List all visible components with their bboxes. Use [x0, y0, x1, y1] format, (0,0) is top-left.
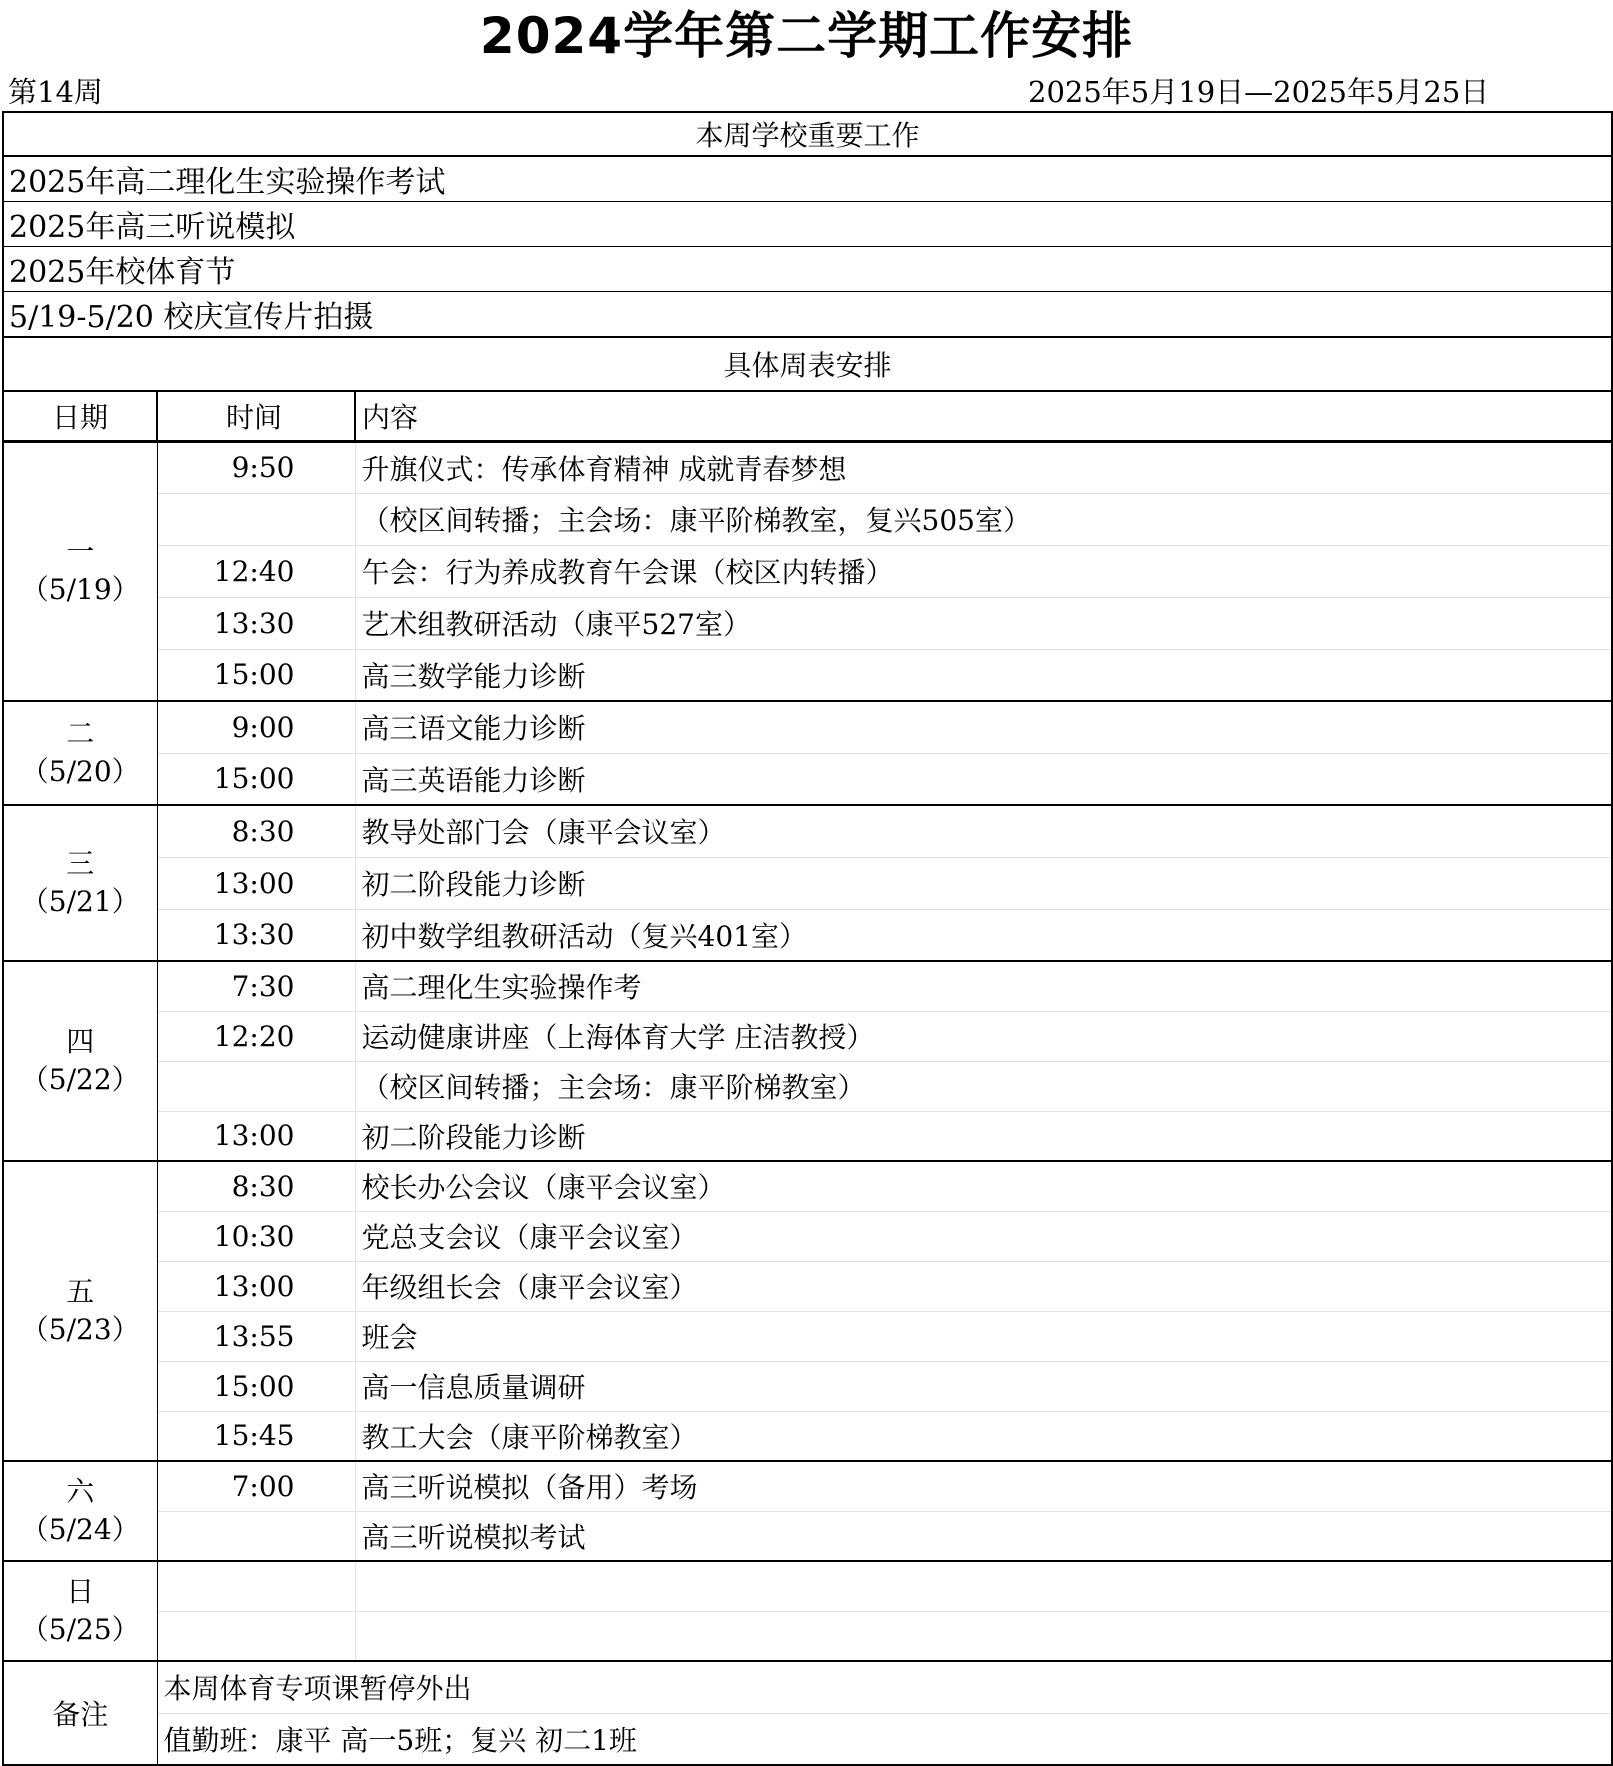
entry-content: 艺术组教研活动（康平527室） — [355, 597, 1612, 649]
day-date: （5/21） — [20, 885, 140, 918]
entry-content: 初中数学组教研活动（复兴401室） — [355, 909, 1612, 961]
entry-content: 教导处部门会（康平会议室） — [355, 805, 1612, 857]
day-name: 五 — [66, 1275, 95, 1308]
entry-content: 午会：行为养成教育午会课（校区内转播） — [355, 545, 1612, 597]
entry-time: 8:30 — [157, 1161, 355, 1211]
day-date: （5/22） — [20, 1063, 140, 1096]
entry-time: 12:40 — [157, 545, 355, 597]
date-range: 2025年5月19日—2025年5月25日 — [1028, 75, 1490, 109]
entry-time: 9:00 — [157, 701, 355, 753]
day-cell — [3, 961, 157, 1161]
notes-label: 备注 — [3, 1661, 157, 1765]
day-cell — [3, 441, 157, 701]
week-label: 第14周 — [8, 75, 103, 109]
entry-time — [157, 1061, 355, 1111]
entry-content: 党总支会议（康平会议室） — [355, 1211, 1612, 1261]
entry-content: 高三听说模拟（备用）考场 — [355, 1461, 1612, 1511]
important-item: 2025年校体育节 — [3, 247, 1612, 292]
entry-content: 校长办公会议（康平会议室） — [355, 1161, 1612, 1211]
entry-content: 升旗仪式：传承体育精神 成就青春梦想 — [355, 441, 1612, 493]
day-cell — [3, 805, 157, 961]
entry-content: 班会 — [355, 1311, 1612, 1361]
entry-time: 7:00 — [157, 1461, 355, 1511]
entry-time: 15:00 — [157, 649, 355, 701]
entry-content: 初二阶段能力诊断 — [355, 1111, 1612, 1161]
schedule-table — [2, 111, 1613, 1766]
entry-content: 年级组长会（康平会议室） — [355, 1261, 1612, 1311]
day-date: （5/25） — [20, 1613, 140, 1646]
day-cell — [3, 1461, 157, 1561]
day-name: 日 — [66, 1575, 95, 1608]
day-name: 四 — [66, 1025, 95, 1058]
schedule-header: 具体周表安排 — [3, 337, 1612, 391]
entry-time: 15:00 — [157, 753, 355, 805]
day-name: 六 — [66, 1475, 95, 1508]
entry-time: 13:30 — [157, 597, 355, 649]
entry-content: 高三英语能力诊断 — [355, 753, 1612, 805]
entry-content: 高三听说模拟考试 — [355, 1511, 1612, 1561]
day-name: 二 — [66, 717, 95, 750]
entry-content: 高二理化生实验操作考 — [355, 961, 1612, 1011]
day-cell — [3, 1161, 157, 1461]
entry-time: 9:50 — [157, 441, 355, 493]
entry-time — [157, 1611, 355, 1661]
entry-content — [355, 1611, 1612, 1661]
entry-time: 12:20 — [157, 1011, 355, 1061]
entry-content: 教工大会（康平阶梯教室） — [355, 1411, 1612, 1461]
page-title: 2024学年第二学期工作安排 — [479, 7, 1134, 65]
entry-time: 13:30 — [157, 909, 355, 961]
entry-content: （校区间转播；主会场：康平阶梯教室，复兴505室） — [355, 493, 1612, 545]
day-name: 一 — [66, 535, 95, 569]
entry-time — [157, 1561, 355, 1611]
important-item: 2025年高三听说模拟 — [3, 202, 1612, 247]
day-cell — [3, 701, 157, 805]
day-date: （5/19） — [20, 573, 140, 607]
entry-time: 15:45 — [157, 1411, 355, 1461]
day-name: 三 — [66, 847, 95, 880]
entry-content: 高一信息质量调研 — [355, 1361, 1612, 1411]
entry-time: 13:00 — [157, 1111, 355, 1161]
day-date: （5/20） — [20, 755, 140, 788]
entry-time: 8:30 — [157, 805, 355, 857]
entry-time — [157, 493, 355, 545]
column-header-date: 日期 — [3, 391, 157, 441]
important-item: 5/19-5/20 校庆宣传片拍摄 — [3, 292, 1612, 338]
day-date: （5/23） — [20, 1313, 140, 1346]
entry-time: 13:55 — [157, 1311, 355, 1361]
entry-content: 高三数学能力诊断 — [355, 649, 1612, 701]
column-header-content: 内容 — [355, 391, 1612, 441]
day-cell — [3, 1561, 157, 1661]
entry-content: 初二阶段能力诊断 — [355, 857, 1612, 909]
important-work-header: 本周学校重要工作 — [3, 112, 1612, 156]
day-date: （5/24） — [20, 1513, 140, 1546]
important-item: 2025年高二理化生实验操作考试 — [3, 156, 1612, 202]
entry-content — [355, 1561, 1612, 1611]
entry-time: 15:00 — [157, 1361, 355, 1411]
entry-content: 运动健康讲座（上海体育大学 庄洁教授） — [355, 1011, 1612, 1061]
column-header-time: 时间 — [157, 391, 355, 441]
entry-time: 13:00 — [157, 1261, 355, 1311]
note-line: 值勤班：康平 高一5班；复兴 初二1班 — [157, 1713, 1612, 1765]
entry-time: 10:30 — [157, 1211, 355, 1261]
entry-time — [157, 1511, 355, 1561]
entry-content: 高三语文能力诊断 — [355, 701, 1612, 753]
entry-time: 7:30 — [157, 961, 355, 1011]
entry-time: 13:00 — [157, 857, 355, 909]
note-line: 本周体育专项课暂停外出 — [157, 1661, 1612, 1713]
entry-content: （校区间转播；主会场：康平阶梯教室） — [355, 1061, 1612, 1111]
